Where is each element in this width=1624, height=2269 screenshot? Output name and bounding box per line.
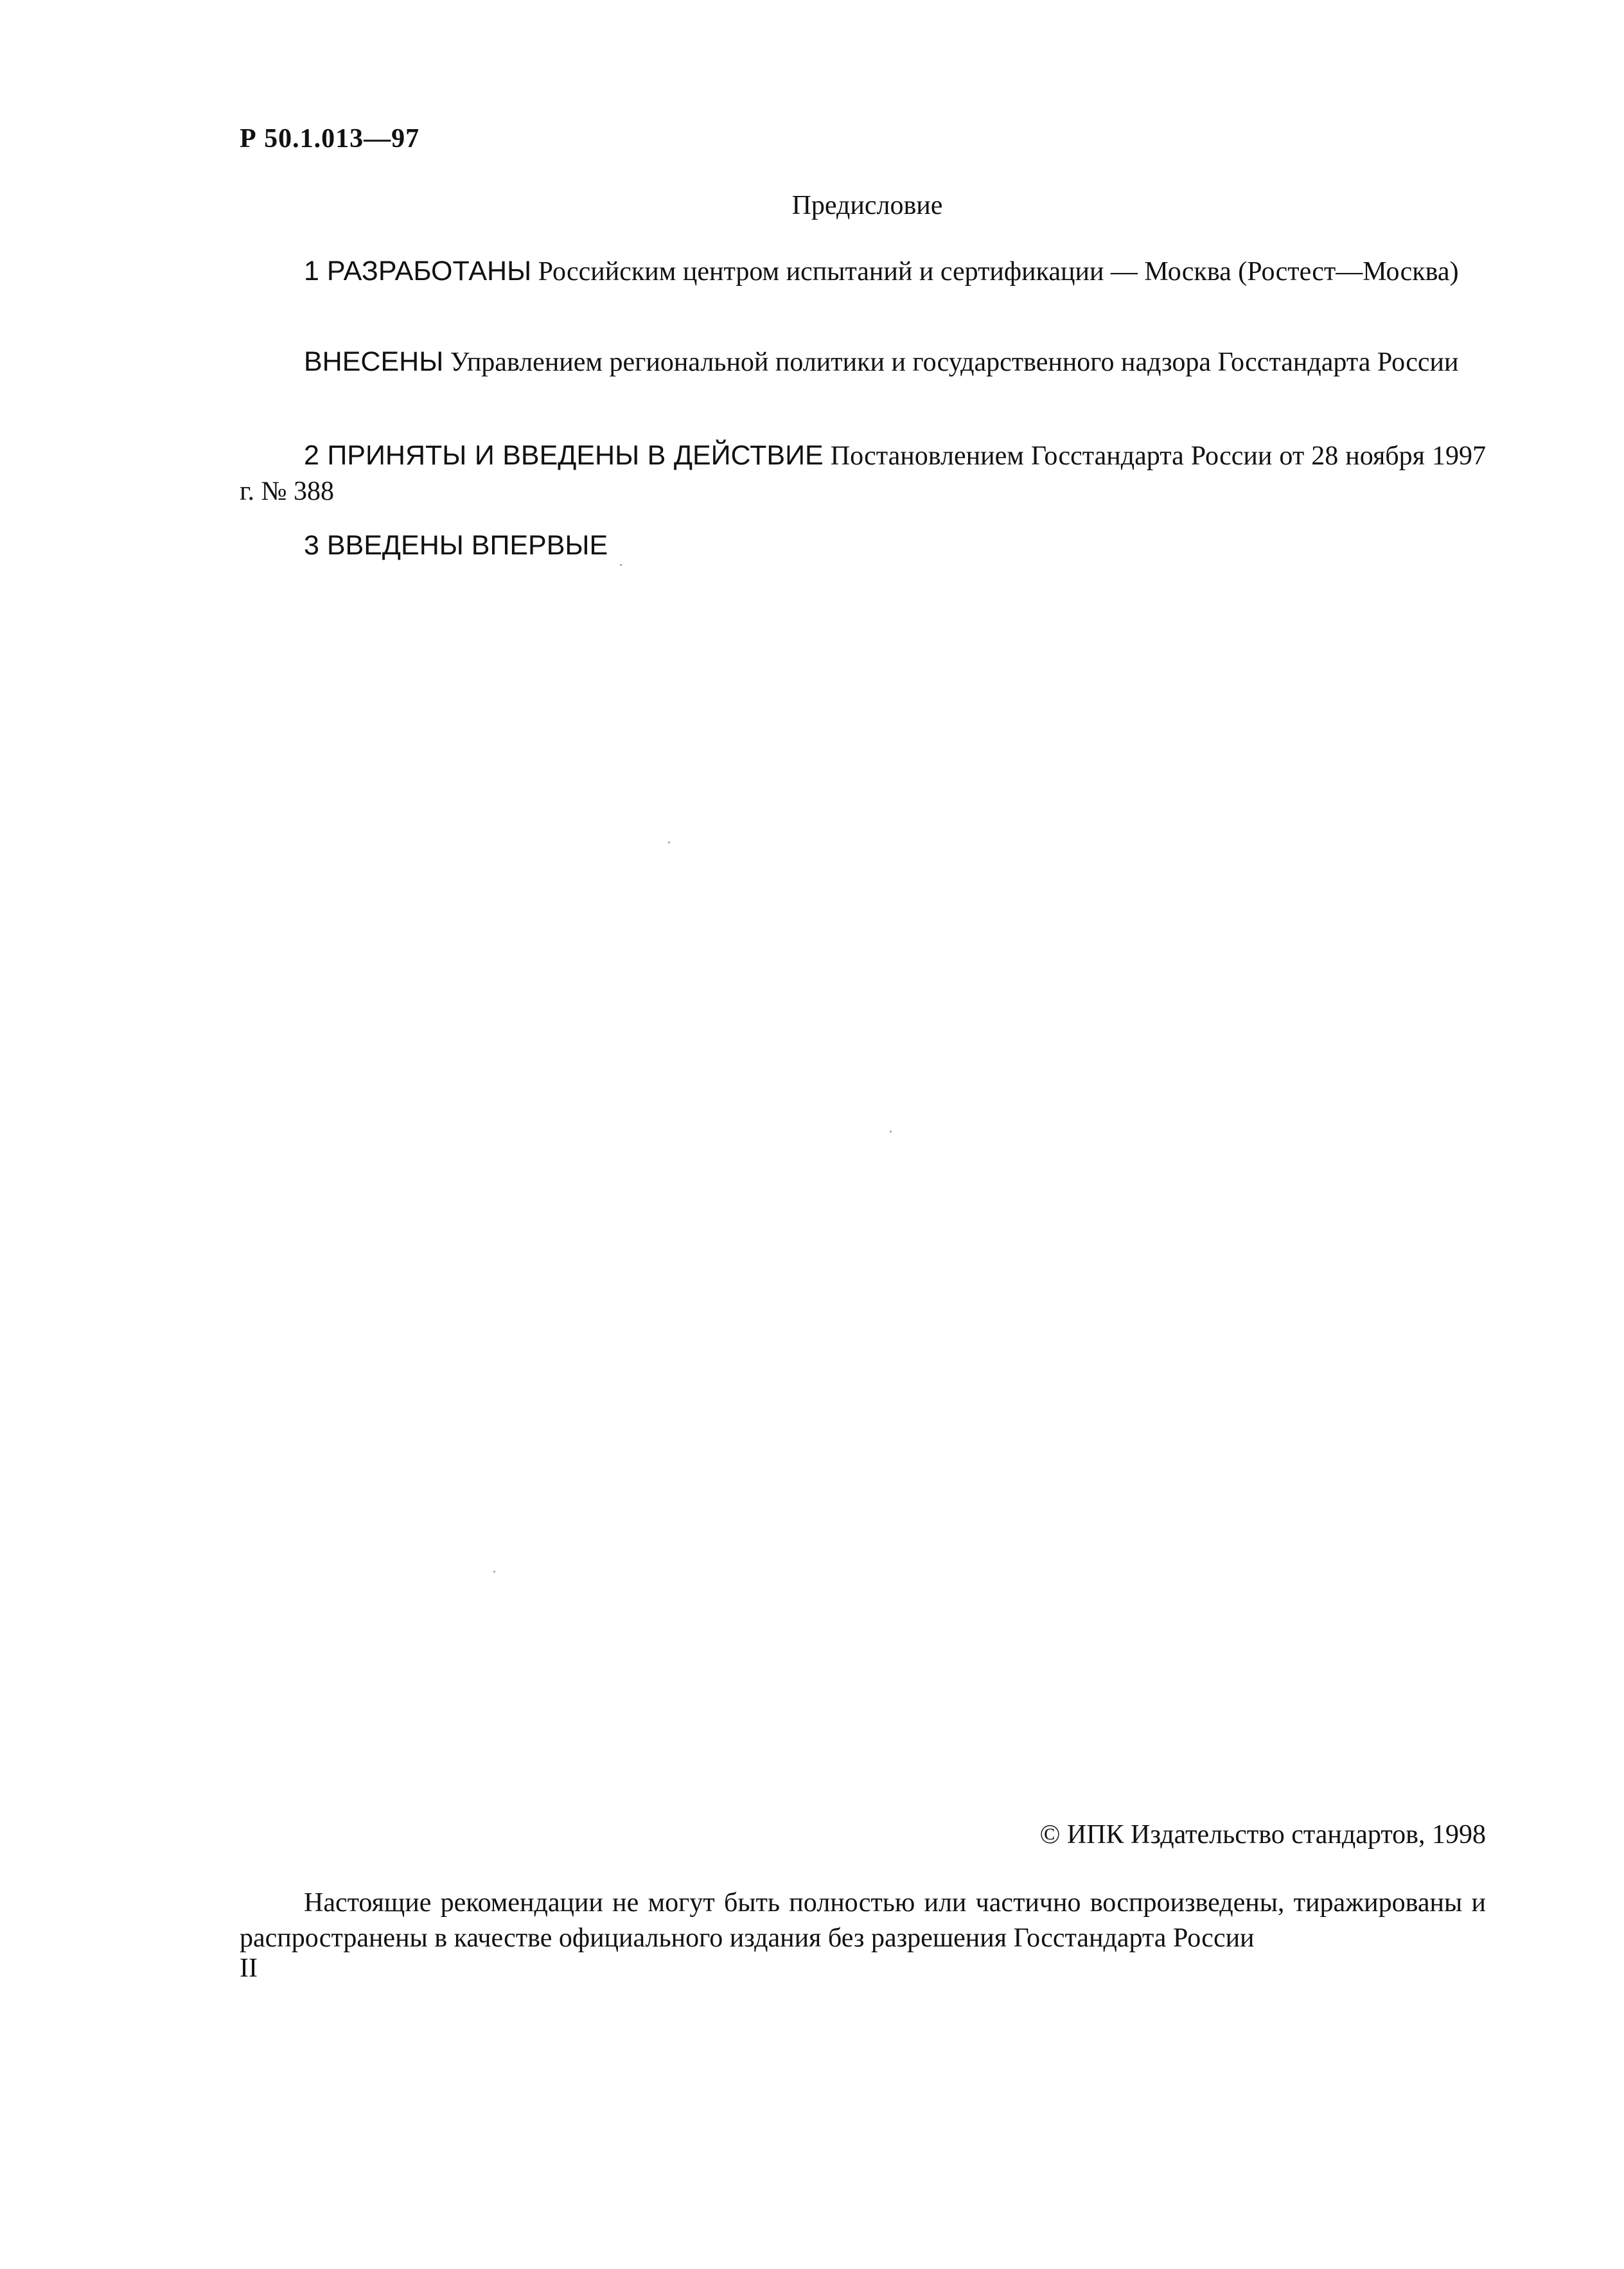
scan-speck [620,564,622,566]
preface-item-developed [240,254,1486,290]
preface-item-lead: ВНЕСЕНЫ [304,346,444,377]
preface-item-lead: 1 РАЗРАБОТАНЫ [304,256,532,287]
page-number: II [240,1954,258,1983]
reproduction-notice: Настоящие рекомендации не могут быть полностью или частично воспроизведены, тиражированы и распространены в качестве официального издания без разрешения Госстандарта России [240,1888,1486,1953]
document-code: Р 50.1.013—97 [240,124,420,154]
scan-speck [890,1131,892,1133]
preface-item-lead: 3 ВВЕДЕНЫ ВПЕРВЫЕ [304,530,608,561]
preface-item-text: Российским центром испытаний и сертификации — Москва (Ростест—Москва) [531,257,1459,287]
preface-item-text: Управлением региональной политики и государственного надзора Госстандарта России [443,348,1459,377]
preface-item-submitted [240,344,1486,380]
preface-item-adopted [240,438,1486,509]
preface-title: Предисловие [791,191,943,220]
preface-item-text: Постановлением Госстандарта России от 28 ноября 1997 г. № 388 [240,441,1486,506]
preface-item-lead: 2 ПРИНЯТЫ И ВВЕДЕНЫ В ДЕЙСТВИЕ [304,440,824,471]
scan-speck [493,1571,495,1573]
scan-speck [668,842,670,843]
copyright-line: © ИПК Издательство стандартов, 1998 [1039,1820,1486,1850]
preface-item-introduced [240,528,1486,564]
